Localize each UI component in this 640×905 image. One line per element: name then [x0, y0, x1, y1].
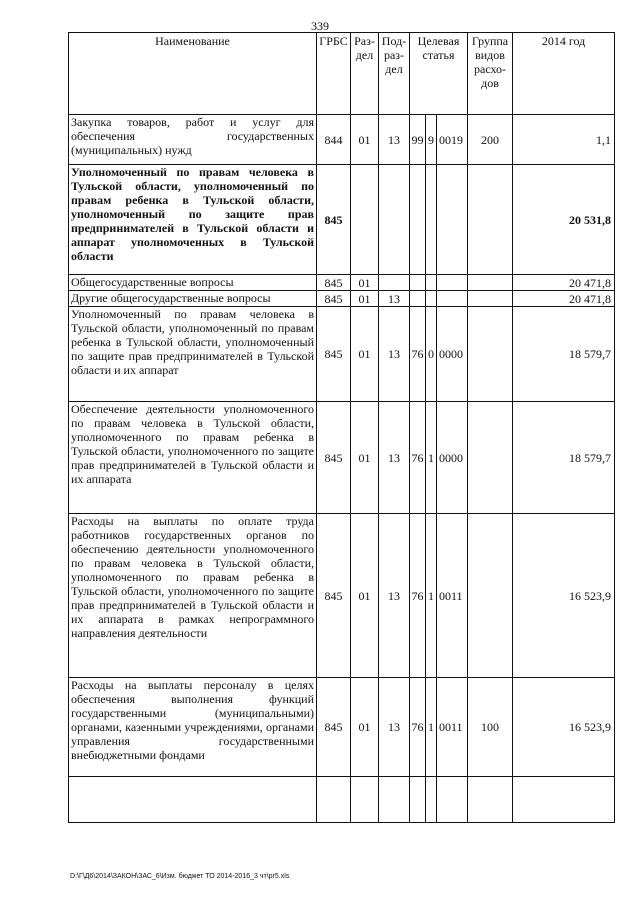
row-vid-raskhodov	[468, 402, 513, 514]
row-grbs: 845	[317, 275, 351, 291]
row-razdel: 01	[351, 307, 379, 402]
header-name: Наименование	[69, 33, 317, 115]
row-razdel: 01	[351, 291, 379, 307]
header-year-2014: 2014 год	[513, 33, 615, 115]
row-name	[69, 777, 317, 823]
budget-table	[68, 32, 615, 823]
row-name: Расходы на выплаты персоналу в целях обеспечения выполнения функций государственными (муниципальными) органами, казенными учреждениями, органами управления государственными внебюджетными фондами	[69, 678, 317, 777]
table-row	[69, 165, 615, 275]
row-grbs: 845	[317, 291, 351, 307]
row-vid-raskhodov	[468, 275, 513, 291]
header-celevaya-statya: Целевая статья	[410, 33, 468, 115]
row-name: Расходы на выплаты по оплате труда работников государственных органов по обеспечению деятельности уполномоченного по правам человека в Тульской области, уполномоченного по правам ребенка в Тульской области, уполномоченного по защите прав предпринимателей в Тульской области и их аппарата в рамках непрограммного направления деятельности	[69, 514, 317, 678]
row-grbs: 845	[317, 307, 351, 402]
row-grbs: 845	[317, 514, 351, 678]
row-podrazdel: 13	[379, 307, 410, 402]
row-amount-2014: 16 523,9	[513, 514, 615, 678]
row-vid-raskhodov	[468, 165, 513, 275]
row-vid-raskhodov	[468, 307, 513, 402]
row-podrazdel	[379, 165, 410, 275]
row-csr-code: 0011	[437, 514, 468, 678]
row-vid-raskhodov: 200	[468, 115, 513, 165]
row-podrazdel	[379, 777, 410, 823]
row-csr-subprogram: 9	[426, 115, 437, 165]
page-number: 339	[311, 19, 329, 33]
header-gruppa-vidov-raskhodov: Группа видов расхо- дов	[468, 33, 513, 115]
table-row	[69, 291, 615, 307]
row-razdel: 01	[351, 514, 379, 678]
row-csr-subprogram: 0	[426, 307, 437, 402]
row-name: Общегосударственные вопросы	[69, 275, 317, 291]
row-amount-2014: 20 471,8	[513, 291, 615, 307]
table-row	[69, 514, 615, 678]
table-row	[69, 777, 615, 823]
row-podrazdel: 13	[379, 115, 410, 165]
row-csr-code: 0000	[437, 402, 468, 514]
row-razdel	[351, 777, 379, 823]
row-vid-raskhodov: 100	[468, 678, 513, 777]
row-amount-2014	[513, 777, 615, 823]
row-vid-raskhodov	[468, 291, 513, 307]
row-amount-2014: 20 531,8	[513, 165, 615, 275]
header-grbs: ГРБС	[317, 33, 351, 115]
table-row	[69, 678, 615, 777]
row-csr-program: 76	[410, 307, 426, 402]
row-amount-2014: 1,1	[513, 115, 615, 165]
row-csr-code: 0019	[437, 115, 468, 165]
table-row	[69, 115, 615, 165]
row-amount-2014: 20 471,8	[513, 275, 615, 291]
row-csr-subprogram: 1	[426, 678, 437, 777]
row-grbs	[317, 777, 351, 823]
row-grbs: 845	[317, 402, 351, 514]
file-path-footer: D:\Г\Д6\2014\ЗАКОН\ЗАС_6\Изм. бюджет ТО 2014-2016_3 чт\pr5.xls	[70, 873, 290, 880]
row-csr-program	[410, 275, 426, 291]
row-csr-subprogram	[426, 777, 437, 823]
row-amount-2014: 16 523,9	[513, 678, 615, 777]
row-csr-subprogram	[426, 291, 437, 307]
table-row	[69, 307, 615, 402]
row-razdel: 01	[351, 275, 379, 291]
row-csr-subprogram	[426, 275, 437, 291]
row-csr-program	[410, 165, 426, 275]
row-csr-subprogram	[426, 165, 437, 275]
row-csr-program	[410, 291, 426, 307]
table-row	[69, 275, 615, 291]
row-csr-subprogram: 1	[426, 402, 437, 514]
row-csr-program: 76	[410, 678, 426, 777]
row-podrazdel: 13	[379, 678, 410, 777]
row-name: Другие общегосударственные вопросы	[69, 291, 317, 307]
row-razdel	[351, 165, 379, 275]
row-csr-program: 99	[410, 115, 426, 165]
row-razdel: 01	[351, 115, 379, 165]
table-row	[69, 402, 615, 514]
row-name: Закупка товаров, работ и услуг для обеспечения государственных (муниципальных) нужд	[69, 115, 317, 165]
row-csr-code: 0011	[437, 678, 468, 777]
row-grbs: 845	[317, 165, 351, 275]
row-amount-2014: 18 579,7	[513, 307, 615, 402]
row-grbs: 844	[317, 115, 351, 165]
header-razdel: Раз- дел	[351, 33, 379, 115]
row-name: Уполномоченный по правам человека в Тульской области, уполномоченный по правам ребенка в Тульской области, уполномоченный по защите прав предпринимателей в Тульской области и аппарат уполномоченных в Тульской области	[69, 165, 317, 275]
row-csr-program	[410, 777, 426, 823]
row-csr-code	[437, 165, 468, 275]
row-csr-program: 76	[410, 402, 426, 514]
header-podrazdel: Под- раз- дел	[379, 33, 410, 115]
row-csr-code	[437, 777, 468, 823]
row-name: Обеспечение деятельности уполномоченного по правам человека в Тульской области, уполномоченного по правам ребенка в Тульской области, уполномоченного по защите прав предпринимателей в Тульской области и их аппарата	[69, 402, 317, 514]
row-name: Уполномоченный по правам человека в Тульской области, уполномоченный по правам ребенка в Тульской области, уполномоченный по защите прав предпринимателей в Тульской области и их аппарат	[69, 307, 317, 402]
row-grbs: 845	[317, 678, 351, 777]
row-csr-program: 76	[410, 514, 426, 678]
row-razdel: 01	[351, 678, 379, 777]
row-podrazdel: 13	[379, 291, 410, 307]
row-csr-code	[437, 275, 468, 291]
row-vid-raskhodov	[468, 777, 513, 823]
row-razdel: 01	[351, 402, 379, 514]
row-vid-raskhodov	[468, 514, 513, 678]
row-podrazdel: 13	[379, 402, 410, 514]
row-csr-code	[437, 291, 468, 307]
table-body	[69, 115, 615, 823]
row-podrazdel	[379, 275, 410, 291]
row-podrazdel: 13	[379, 514, 410, 678]
row-amount-2014: 18 579,7	[513, 402, 615, 514]
row-csr-subprogram: 1	[426, 514, 437, 678]
row-csr-code: 0000	[437, 307, 468, 402]
